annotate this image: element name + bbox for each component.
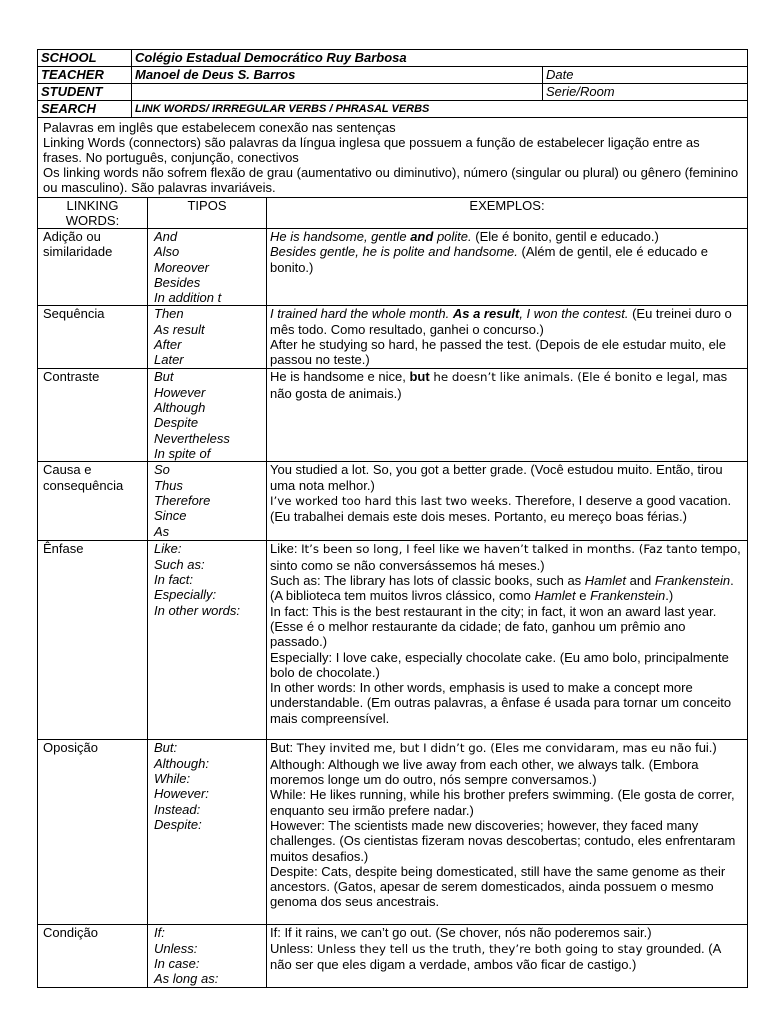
examples-cell [267, 740, 748, 925]
example-title: Hamlet [534, 588, 576, 604]
teacher-label: TEACHER [38, 67, 132, 84]
header-table [37, 49, 748, 118]
example: In other words: In other words, emphasis is used to make a concept more understandable. (Em outras palavras, a ênfase é usada para tornar um conceito mais compreensível. [270, 680, 732, 726]
example-title: Frankenstein [590, 588, 666, 604]
school-row [38, 50, 748, 67]
examples-cell [267, 925, 748, 988]
example: Although: Although we live away from each other, we always talk. (Embora moremos longe um do outro, nós sempre conversamos.) [270, 756, 699, 788]
example-text: Besides gentle, he is polite and handsome. [270, 244, 518, 260]
category-cell: Ênfase [38, 541, 148, 740]
type-item: Such as: [154, 556, 205, 572]
example-translation: fui.) [691, 740, 717, 756]
example-text: Unless: [270, 940, 317, 956]
example: You studied a lot. So, you got a better grade. (Você estudou muito. Então, tirou uma nota melhor.) [270, 462, 723, 493]
types-cell [148, 306, 267, 369]
table-row [38, 462, 748, 541]
example-text: he doesn’t like animals. (Ele é bonito e legal, [429, 370, 699, 385]
type-item: Also [154, 244, 180, 260]
example-translation: grounded. (A não ser que eles digam a verdade, ambos vão ficar de castigo.) [270, 940, 721, 973]
example [270, 229, 744, 244]
example-text: .) [665, 588, 674, 604]
example-text: It’s been so long, I feel like we haven’t talked in months. (Faz tanto [301, 542, 698, 557]
col-header-linking-words: LINKING WORDS: [38, 198, 148, 229]
worksheet [37, 49, 747, 988]
type-item: Besides [154, 274, 201, 290]
example [270, 369, 744, 401]
type-item: Like: [154, 541, 182, 557]
search-row [38, 101, 748, 118]
examples-cell [267, 229, 748, 306]
student-label: STUDENT [38, 84, 132, 101]
type-item: Although: [154, 755, 209, 771]
type-item: As result [154, 321, 205, 337]
type-item: Moreover [154, 259, 209, 275]
type-item: However [154, 384, 206, 400]
table-row [38, 306, 748, 369]
type-item: So [154, 462, 170, 478]
types-cell [148, 541, 267, 740]
example-text: e [575, 588, 591, 604]
types-cell [148, 229, 267, 306]
type-item: Thus [154, 477, 183, 493]
examples-cell [267, 541, 748, 740]
example: Especially: I love cake, especially chocolate cake. (Eu amo bolo, principalmente bolo de chocolate.) [270, 649, 729, 680]
table-row [38, 925, 748, 988]
type-item: In addition t [154, 290, 222, 306]
type-item: As long as: [154, 971, 219, 987]
example-text: He is handsome e nice, [270, 369, 410, 385]
intro-text [38, 118, 748, 198]
type-item: In fact: [154, 572, 194, 588]
type-item: Therefore [154, 493, 211, 509]
example [270, 306, 744, 337]
date-label: Date [543, 67, 748, 84]
table-row [38, 541, 748, 740]
type-item: Unless: [154, 940, 198, 956]
example-title: Frankenstein [654, 573, 731, 589]
example [270, 541, 744, 573]
table-row [38, 369, 748, 462]
examples-cell [267, 462, 748, 541]
type-item: Although [154, 400, 206, 416]
example-text: Unless they tell us the truth, they’re both going to stay [316, 941, 643, 956]
type-item: While: [154, 771, 191, 787]
examples-cell [267, 306, 748, 369]
example-text: . (A biblioteca tem muitos livros clássico, como [270, 573, 734, 604]
teacher-row [38, 67, 748, 84]
intro-line: Palavras em inglês que estabelecem conexão nas sentenças [43, 120, 396, 135]
example-emphasis: and [410, 229, 434, 244]
example [270, 941, 744, 973]
intro-line: Linking Words (connectors) são palavras da língua inglesa que possuem a função de estabelecer ligação entre as frases. No português, conjunção, conectivos [43, 135, 700, 165]
school-label: SCHOOL [38, 50, 132, 67]
example-text: , I won the contest. [519, 306, 629, 322]
example-text: Like: [270, 541, 302, 557]
types-cell [148, 462, 267, 541]
example [270, 573, 744, 604]
example-text: I’ve worked too hard this last two weeks. [270, 494, 512, 509]
type-item: However: [154, 786, 209, 802]
example: While: He likes running, while his brother prefers swimming. (Ele gosta de correr, enquanto seu irmão prefere nadar.) [270, 787, 735, 818]
col-header-exemplos: EXEMPLOS: [267, 198, 748, 229]
example-translation: mas não gosta de animais.) [270, 369, 728, 401]
type-item: Despite: [154, 816, 202, 832]
example-text: and [625, 573, 655, 589]
category-cell: Contraste [38, 369, 148, 462]
type-item: Instead: [154, 801, 201, 817]
category-cell: Oposição [38, 740, 148, 925]
type-item: In other words: [154, 602, 240, 618]
type-item: But [154, 369, 174, 385]
type-item: If: [154, 925, 165, 941]
serie-label: Serie/Room [543, 84, 748, 101]
example: After he studying so hard, he passed the test. (Depois de ele estudar muito, ele passou no teste.) [270, 337, 726, 368]
example: However: The scientists made new discoveries; however, they faced many challenges. (Os cientistas fizeram novas descobertas; contudo, eles enfrentaram muitos desafios.) [270, 817, 736, 864]
type-item: Since [154, 508, 187, 524]
search-label: SEARCH [38, 101, 132, 118]
example [270, 493, 744, 525]
category-cell: Adição ou similaridade [38, 229, 148, 306]
example-translation: (Eu treinei duro o mês todo. Como resultado, ganhei o concurso.) [270, 306, 732, 337]
example-text: They invited me, but I didn’t go. (Eles me convidaram, mas eu não [296, 741, 692, 756]
student-value [132, 84, 543, 101]
column-header-row [38, 198, 748, 229]
types-cell [148, 925, 267, 988]
example-text: He is handsome, gentle [270, 229, 411, 244]
example-text: polite. [433, 229, 472, 244]
type-item: Despite [154, 415, 199, 431]
examples-cell [267, 369, 748, 462]
example: Despite: Cats, despite being domesticated, still have the same genome as their ancestors. (Gatos, apesar de serem domesticados, ainda possuem o mesmo genoma dos seus ancestrais. [270, 863, 726, 910]
table-row [38, 740, 748, 925]
types-cell [148, 740, 267, 925]
intro-line: Os linking words não sofrem flexão de grau (aumentativo ou diminutivo), número (singular ou plural) ou gênero (feminino ou masculino). São palavras invariáveis. [43, 165, 739, 195]
type-item: After [154, 337, 182, 353]
type-item: Nevertheless [154, 430, 230, 446]
category-cell: Causa e consequência [38, 462, 148, 541]
type-item: As [154, 523, 170, 539]
content-table [37, 117, 748, 988]
type-item: Later [154, 352, 184, 368]
example-emphasis: but [409, 369, 430, 385]
student-row [38, 84, 748, 101]
intro-row [38, 118, 748, 198]
col-header-tipos: TIPOS [148, 198, 267, 229]
example [270, 740, 744, 756]
example-translation: Therefore, I deserve a good vacation. (Eu trabalhei demais este dois meses. Portanto, eu mereço boas férias.) [270, 493, 732, 525]
search-value: LINK WORDS/ IRRREGULAR VERBS / PHRASAL VERBS [132, 101, 748, 118]
teacher-value: Manoel de Deus S. Barros [132, 67, 543, 84]
category-cell: Sequência [38, 306, 148, 369]
example-translation: (Ele é bonito, gentil e educado.) [471, 229, 659, 244]
example: In fact: This is the best restaurant in the city; in fact, it won an award last year. (Esse é o melhor restaurante da cidade; de fato, ganhou um prêmio ano passado.) [270, 603, 717, 650]
example-translation: tempo, sinto como se não conversássemos há meses.) [270, 541, 741, 573]
type-item: In spite of [154, 445, 211, 461]
type-item: In case: [154, 956, 200, 972]
example-title: Hamlet [584, 573, 626, 589]
type-item: Especially: [154, 587, 217, 603]
category-cell: Condição [38, 925, 148, 988]
example: If: If it rains, we can’t go out. (Se chover, nós não poderemos sair.) [270, 925, 652, 941]
example-emphasis: As a result [452, 306, 520, 322]
example-text: Such as: The library has lots of classic books, such as [270, 573, 585, 589]
example [270, 244, 744, 275]
type-item: But: [154, 740, 178, 756]
type-item: Then [154, 306, 184, 322]
table-row [38, 229, 748, 306]
example-translation: (Além de gentil, ele é educado e bonito.) [270, 244, 708, 275]
example-text: But: [270, 740, 297, 756]
school-value: Colégio Estadual Democrático Ruy Barbosa [132, 50, 748, 67]
type-item: And [154, 229, 178, 244]
types-cell [148, 369, 267, 462]
example-text: I trained hard the whole month. [270, 306, 453, 322]
